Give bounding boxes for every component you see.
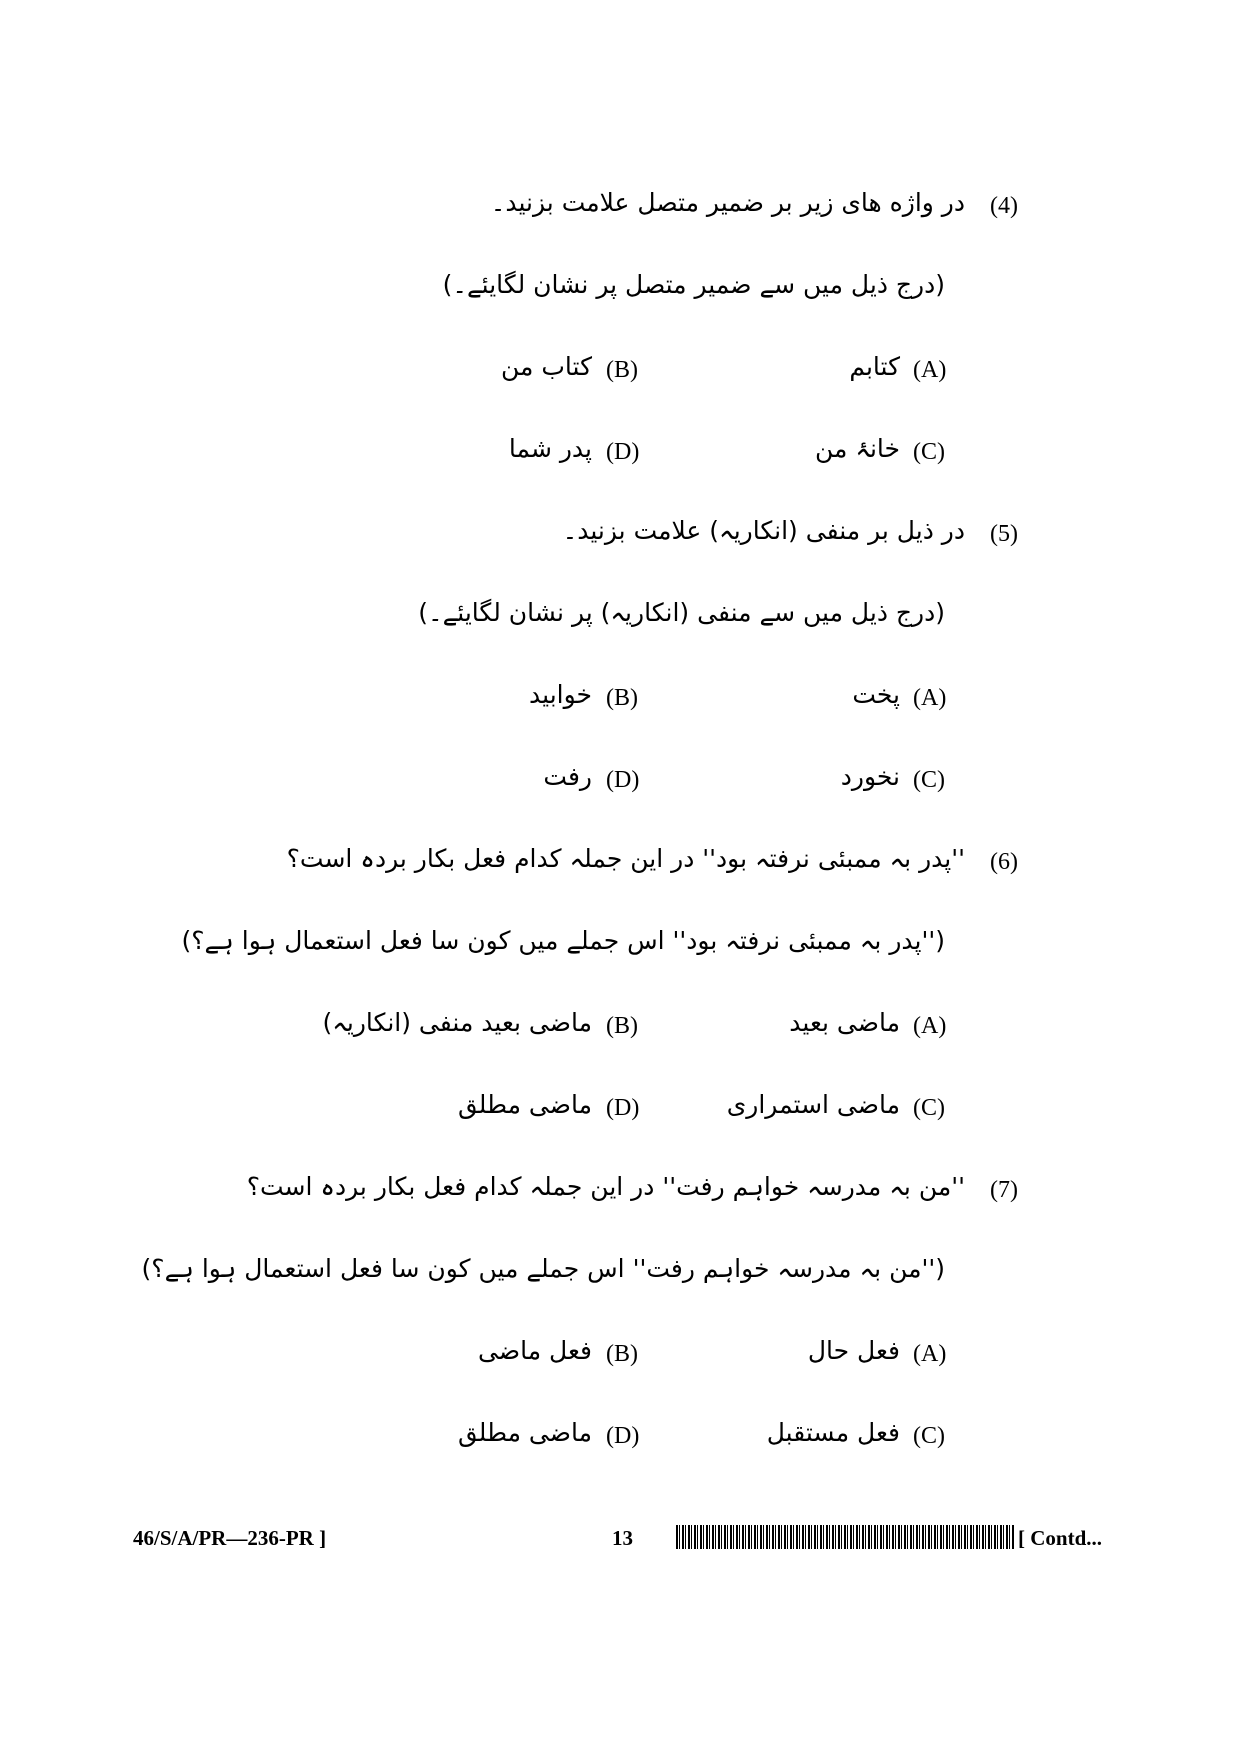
option-c-text: نخورد (840, 762, 900, 791)
paper-code: 46/S/A/PR—236-PR ] (133, 1526, 327, 1550)
option-b-letter: (B) (606, 685, 638, 711)
option-a-letter: (A) (913, 1341, 947, 1367)
option-d-letter: (D) (606, 1423, 640, 1449)
question-number: (4) (990, 193, 1018, 219)
option-a-letter: (A) (913, 685, 947, 711)
option-d-text: ماضی مطلق (457, 1418, 592, 1447)
question-number: (6) (990, 849, 1018, 875)
option-c-text: فعل مستقبل (766, 1418, 900, 1447)
option-d-letter: (D) (606, 439, 640, 465)
option-b-text: ماضی بعید منفی (انکاریہ) (322, 1008, 592, 1037)
option-a-text: فعل حال (807, 1336, 900, 1365)
question-text-urdu: (درج ذیل میں سے منفی (انکاریہ) پر نشان لگایئے۔) (418, 598, 945, 627)
option-b-text: خوابید (529, 680, 592, 709)
option-c-text: خانۂ من (814, 434, 900, 463)
option-c-letter: (C) (913, 439, 945, 465)
option-b-letter: (B) (606, 357, 638, 383)
option-a-text: ماضی بعید (789, 1008, 900, 1037)
question-text-persian: در واژه های زیر بر ضمیر متصل علامت بزنید۔ (490, 188, 965, 217)
option-b-letter: (B) (606, 1013, 638, 1039)
option-b-text: فعل ماضی (478, 1336, 592, 1365)
continued-label: [ Contd... (1018, 1526, 1103, 1550)
question-number: (5) (990, 521, 1018, 547)
option-c-letter: (C) (913, 767, 945, 793)
page-number: 13 (612, 1526, 633, 1550)
option-d-text: پدر شما (508, 434, 592, 463)
question-text-persian: در ذیل بر منفی (انکاریہ) علامت بزنید۔ (562, 516, 965, 545)
option-c-letter: (C) (913, 1095, 945, 1121)
option-d-letter: (D) (606, 1095, 640, 1121)
question-text-urdu: (''من بہ مدرسہ خواہم رفت'' اس جملے میں کون سا فعل استعمال ہوا ہے؟) (141, 1254, 945, 1283)
option-c-text: ماضی استمراری (726, 1090, 900, 1119)
question-text-persian: ''من بہ مدرسہ خواہم رفت'' در این جملہ کدام فعل بکار بردہ است؟ (246, 1172, 965, 1201)
question-text-urdu: (درج ذیل میں سے ضمیر متصل پر نشان لگایئے۔) (442, 270, 945, 299)
option-d-text: رفت (543, 762, 592, 791)
question-number: (7) (990, 1177, 1018, 1203)
option-c-letter: (C) (913, 1423, 945, 1449)
option-d-text: ماضی مطلق (457, 1090, 592, 1119)
option-d-letter: (D) (606, 767, 640, 793)
option-a-text: کتابم (849, 352, 900, 381)
question-text-urdu: (''پدر بہ ممبئی نرفتہ بود'' اس جملے میں کون سا فعل استعمال ہوا ہے؟) (181, 926, 945, 955)
option-a-letter: (A) (913, 1013, 947, 1039)
option-a-letter: (A) (913, 357, 947, 383)
question-text-persian: ''پدر بہ ممبئی نرفتہ بود'' در این جملہ کدام فعل بکار بردہ است؟ (286, 844, 965, 873)
option-b-letter: (B) (606, 1341, 638, 1367)
option-b-text: کتاب من (501, 352, 592, 381)
option-a-text: پخت (852, 680, 900, 709)
barcode (676, 1525, 1014, 1549)
